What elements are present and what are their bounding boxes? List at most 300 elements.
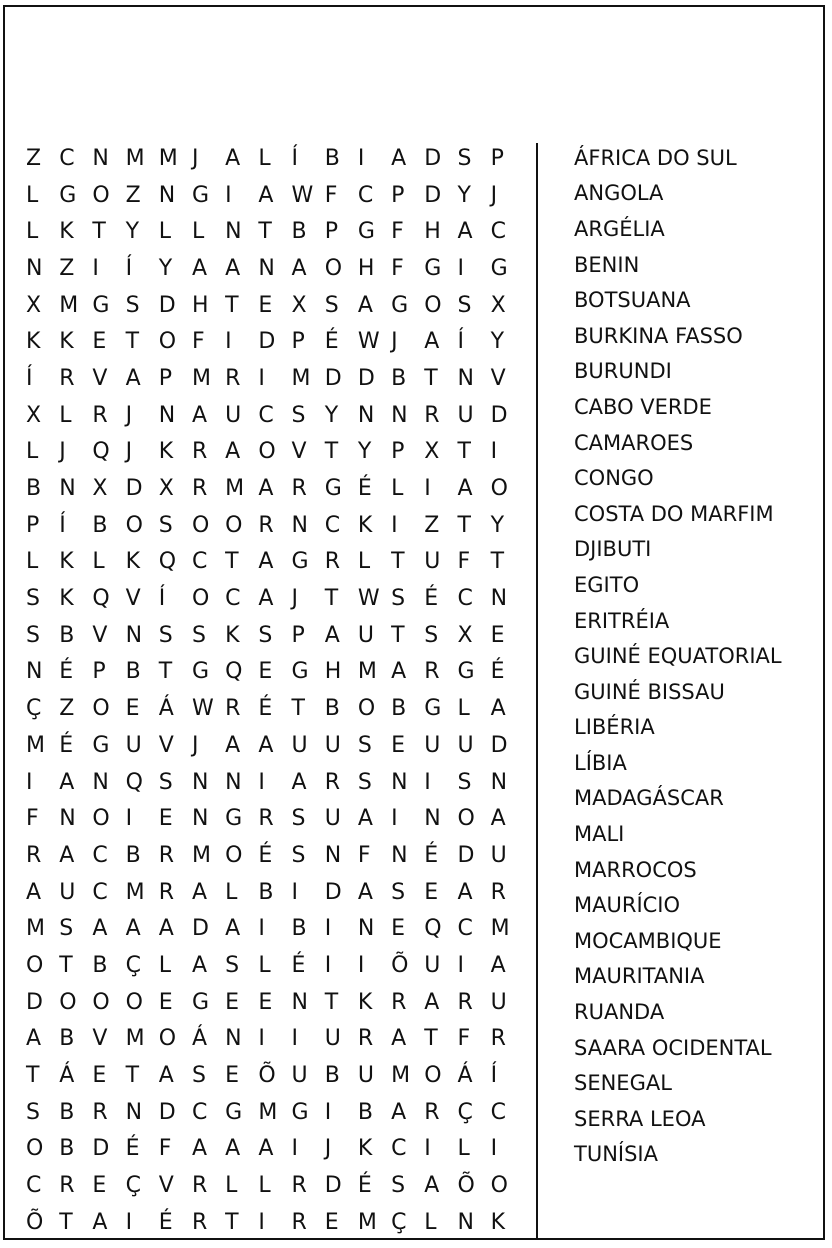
grid-cell[interactable]: I bbox=[225, 182, 232, 208]
grid-cell[interactable]: C bbox=[26, 1173, 42, 1199]
grid-cell[interactable]: M bbox=[59, 292, 79, 318]
grid-cell[interactable]: L bbox=[26, 182, 39, 208]
grid-cell[interactable]: U bbox=[324, 732, 341, 758]
grid-cell[interactable]: G bbox=[391, 292, 409, 318]
grid-cell[interactable]: N bbox=[26, 659, 43, 685]
grid-cell[interactable]: A bbox=[424, 1173, 440, 1199]
grid-cell[interactable]: O bbox=[92, 806, 110, 832]
grid-cell[interactable]: Á bbox=[191, 1026, 207, 1052]
grid-cell[interactable]: W bbox=[191, 696, 214, 722]
grid-cell[interactable]: N bbox=[424, 806, 441, 832]
grid-cell[interactable]: I bbox=[258, 1026, 265, 1052]
grid-cell[interactable]: Á bbox=[59, 1063, 75, 1089]
grid-cell[interactable]: M bbox=[225, 476, 245, 502]
grid-cell[interactable]: I bbox=[291, 1026, 298, 1052]
grid-cell[interactable]: D bbox=[125, 476, 143, 502]
grid-cell[interactable]: I bbox=[225, 329, 232, 355]
grid-cell[interactable]: D bbox=[92, 1136, 110, 1162]
grid-cell[interactable]: B bbox=[26, 476, 42, 502]
grid-cell[interactable]: A bbox=[191, 879, 207, 905]
grid-cell[interactable]: R bbox=[424, 402, 440, 428]
grid-cell[interactable]: N bbox=[490, 769, 508, 795]
grid-cell[interactable]: N bbox=[158, 402, 176, 428]
grid-cell[interactable]: M bbox=[125, 145, 145, 171]
grid-cell[interactable]: S bbox=[59, 916, 74, 942]
grid-cell[interactable]: N bbox=[191, 769, 209, 795]
grid-cell[interactable]: B bbox=[391, 696, 407, 722]
grid-cell[interactable]: Y bbox=[457, 182, 471, 208]
grid-cell[interactable]: F bbox=[357, 842, 371, 868]
grid-cell[interactable]: G bbox=[424, 696, 442, 722]
grid-cell[interactable]: N bbox=[125, 622, 143, 648]
grid-cell[interactable]: T bbox=[59, 952, 73, 978]
grid-cell[interactable]: B bbox=[324, 145, 340, 171]
grid-cell[interactable]: R bbox=[457, 989, 473, 1015]
grid-cell[interactable]: R bbox=[26, 842, 42, 868]
grid-cell[interactable]: T bbox=[92, 219, 106, 245]
grid-cell[interactable]: S bbox=[391, 1173, 406, 1199]
grid-cell[interactable]: T bbox=[225, 292, 239, 318]
grid-cell[interactable]: P bbox=[490, 145, 504, 171]
grid-cell[interactable]: M bbox=[291, 365, 311, 391]
grid-cell[interactable]: S bbox=[125, 292, 140, 318]
grid-cell[interactable]: K bbox=[357, 512, 373, 538]
grid-cell[interactable]: M bbox=[125, 1026, 145, 1052]
grid-cell[interactable]: A bbox=[225, 732, 241, 758]
grid-cell[interactable]: É bbox=[59, 659, 74, 685]
grid-cell[interactable]: U bbox=[291, 732, 308, 758]
grid-cell[interactable]: H bbox=[424, 219, 441, 245]
grid-cell[interactable]: P bbox=[92, 659, 106, 685]
grid-cell[interactable]: S bbox=[324, 292, 339, 318]
grid-cell[interactable]: Í bbox=[490, 1063, 498, 1089]
grid-cell[interactable]: X bbox=[158, 476, 174, 502]
grid-cell[interactable]: É bbox=[490, 659, 505, 685]
grid-cell[interactable]: T bbox=[391, 549, 405, 575]
grid-cell[interactable]: Õ bbox=[457, 1173, 475, 1199]
grid-cell[interactable]: E bbox=[391, 916, 405, 942]
grid-cell[interactable]: U bbox=[490, 989, 507, 1015]
grid-cell[interactable]: N bbox=[225, 769, 242, 795]
grid-cell[interactable]: A bbox=[490, 806, 506, 832]
grid-cell[interactable]: J bbox=[324, 1136, 332, 1162]
grid-cell[interactable]: C bbox=[457, 586, 473, 612]
grid-cell[interactable]: C bbox=[59, 145, 75, 171]
grid-cell[interactable]: L bbox=[258, 145, 271, 171]
grid-cell[interactable]: A bbox=[59, 769, 75, 795]
grid-cell[interactable]: P bbox=[391, 182, 405, 208]
grid-cell[interactable]: T bbox=[26, 1063, 40, 1089]
grid-cell[interactable]: R bbox=[324, 549, 340, 575]
grid-cell[interactable]: S bbox=[158, 512, 173, 538]
grid-cell[interactable]: X bbox=[26, 292, 42, 318]
grid-cell[interactable]: K bbox=[26, 329, 41, 355]
grid-cell[interactable]: M bbox=[357, 659, 377, 685]
grid-cell[interactable]: W bbox=[291, 182, 314, 208]
grid-cell[interactable]: R bbox=[258, 806, 274, 832]
grid-cell[interactable]: Y bbox=[125, 219, 140, 245]
grid-cell[interactable]: L bbox=[92, 549, 105, 575]
grid-cell[interactable]: B bbox=[125, 659, 141, 685]
grid-cell[interactable]: G bbox=[92, 732, 110, 758]
grid-cell[interactable]: E bbox=[158, 989, 173, 1015]
grid-cell[interactable]: Í bbox=[125, 255, 133, 281]
grid-cell[interactable]: K bbox=[59, 549, 74, 575]
grid-cell[interactable]: F bbox=[457, 1026, 471, 1052]
grid-cell[interactable]: U bbox=[424, 732, 441, 758]
grid-cell[interactable]: O bbox=[191, 586, 210, 612]
grid-cell[interactable]: K bbox=[59, 586, 74, 612]
grid-cell[interactable]: S bbox=[26, 622, 40, 648]
grid-cell[interactable]: C bbox=[391, 1136, 407, 1162]
grid-cell[interactable]: R bbox=[191, 1209, 208, 1235]
grid-cell[interactable]: O bbox=[424, 292, 442, 318]
grid-cell[interactable]: O bbox=[92, 182, 110, 208]
grid-cell[interactable]: G bbox=[225, 1099, 243, 1125]
grid-cell[interactable]: K bbox=[59, 329, 74, 355]
grid-cell[interactable]: I bbox=[357, 952, 365, 978]
grid-cell[interactable]: M bbox=[490, 916, 510, 942]
grid-cell[interactable]: P bbox=[324, 219, 338, 245]
grid-cell[interactable]: F bbox=[391, 219, 404, 245]
grid-cell[interactable]: Á bbox=[158, 696, 174, 722]
grid-cell[interactable]: Y bbox=[324, 402, 339, 428]
grid-cell[interactable]: O bbox=[59, 989, 77, 1015]
grid-cell[interactable]: A bbox=[225, 916, 241, 942]
grid-cell[interactable]: A bbox=[391, 659, 407, 685]
grid-cell[interactable]: I bbox=[324, 1099, 332, 1125]
grid-cell[interactable]: R bbox=[324, 769, 340, 795]
grid-cell[interactable]: G bbox=[191, 659, 209, 685]
grid-cell[interactable]: I bbox=[291, 1136, 298, 1162]
grid-cell[interactable]: C bbox=[191, 549, 208, 575]
grid-cell[interactable]: V bbox=[92, 622, 108, 648]
grid-cell[interactable]: B bbox=[59, 1136, 75, 1162]
grid-cell[interactable]: I bbox=[357, 145, 365, 171]
grid-cell[interactable]: U bbox=[490, 842, 507, 868]
grid-cell[interactable]: O bbox=[490, 1173, 508, 1199]
grid-cell[interactable]: Y bbox=[490, 329, 505, 355]
grid-cell[interactable]: R bbox=[291, 1173, 307, 1199]
grid-cell[interactable]: L bbox=[258, 1173, 271, 1199]
grid-cell[interactable]: C bbox=[457, 916, 473, 942]
grid-cell[interactable]: C bbox=[225, 586, 241, 612]
grid-cell[interactable]: A bbox=[191, 255, 207, 281]
grid-cell[interactable]: D bbox=[424, 182, 442, 208]
grid-cell[interactable]: N bbox=[391, 842, 408, 868]
grid-cell[interactable]: D bbox=[324, 365, 342, 391]
grid-cell[interactable]: J bbox=[490, 182, 498, 208]
grid-cell[interactable]: J bbox=[391, 329, 398, 355]
grid-cell[interactable]: F bbox=[457, 549, 471, 575]
grid-cell[interactable]: H bbox=[324, 659, 342, 685]
grid-cell[interactable]: É bbox=[357, 476, 372, 502]
grid-cell[interactable]: E bbox=[424, 879, 439, 905]
grid-cell[interactable]: R bbox=[424, 659, 440, 685]
grid-cell[interactable]: I bbox=[125, 806, 133, 832]
grid-cell[interactable]: A bbox=[258, 549, 274, 575]
grid-cell[interactable]: A bbox=[291, 769, 307, 795]
grid-cell[interactable]: A bbox=[125, 365, 141, 391]
grid-cell[interactable]: S bbox=[457, 292, 472, 318]
grid-cell[interactable]: J bbox=[59, 439, 66, 465]
grid-cell[interactable]: É bbox=[291, 952, 306, 978]
grid-cell[interactable]: K bbox=[357, 989, 373, 1015]
grid-cell[interactable]: R bbox=[191, 476, 208, 502]
grid-cell[interactable]: E bbox=[158, 806, 173, 832]
grid-cell[interactable]: E bbox=[324, 1209, 339, 1235]
grid-cell[interactable]: U bbox=[59, 879, 76, 905]
grid-cell[interactable]: X bbox=[92, 476, 108, 502]
grid-cell[interactable]: I bbox=[125, 1209, 133, 1235]
grid-cell[interactable]: Í bbox=[59, 512, 66, 538]
grid-cell[interactable]: T bbox=[424, 1026, 438, 1052]
grid-cell[interactable]: I bbox=[424, 476, 431, 502]
grid-cell[interactable]: T bbox=[324, 586, 339, 612]
grid-cell[interactable]: B bbox=[59, 1026, 75, 1052]
grid-cell[interactable]: R bbox=[92, 1099, 108, 1125]
grid-cell[interactable]: J bbox=[191, 145, 199, 171]
grid-cell[interactable]: Ç bbox=[125, 952, 141, 978]
grid-cell[interactable]: L bbox=[225, 1173, 238, 1199]
grid-cell[interactable]: I bbox=[26, 769, 33, 795]
grid-cell[interactable]: O bbox=[26, 1136, 44, 1162]
grid-cell[interactable]: C bbox=[357, 182, 374, 208]
grid-cell[interactable]: R bbox=[191, 439, 208, 465]
grid-cell[interactable]: E bbox=[225, 989, 240, 1015]
grid-cell[interactable]: J bbox=[125, 402, 133, 428]
grid-cell[interactable]: Á bbox=[457, 1063, 473, 1089]
grid-cell[interactable]: A bbox=[490, 952, 506, 978]
grid-cell[interactable]: S bbox=[424, 622, 439, 648]
grid-cell[interactable]: R bbox=[490, 1026, 506, 1052]
grid-cell[interactable]: L bbox=[225, 879, 238, 905]
grid-cell[interactable]: I bbox=[291, 879, 298, 905]
grid-cell[interactable]: W bbox=[357, 329, 380, 355]
grid-cell[interactable]: O bbox=[324, 255, 343, 281]
grid-cell[interactable]: R bbox=[59, 1173, 75, 1199]
grid-cell[interactable]: N bbox=[59, 476, 76, 502]
grid-cell[interactable]: F bbox=[158, 1136, 172, 1162]
grid-cell[interactable]: O bbox=[191, 512, 210, 538]
grid-cell[interactable]: A bbox=[26, 1026, 42, 1052]
grid-cell[interactable]: A bbox=[258, 586, 274, 612]
grid-cell[interactable]: P bbox=[26, 512, 40, 538]
grid-cell[interactable]: W bbox=[357, 586, 380, 612]
grid-cell[interactable]: É bbox=[424, 842, 439, 868]
grid-cell[interactable]: S bbox=[258, 622, 273, 648]
grid-cell[interactable]: S bbox=[291, 842, 306, 868]
grid-cell[interactable]: C bbox=[490, 1099, 506, 1125]
grid-cell[interactable]: L bbox=[357, 549, 371, 575]
grid-cell[interactable]: Í bbox=[291, 145, 298, 171]
grid-cell[interactable]: C bbox=[490, 219, 506, 245]
grid-cell[interactable]: A bbox=[225, 1136, 241, 1162]
grid-cell[interactable]: É bbox=[59, 732, 74, 758]
grid-cell[interactable]: L bbox=[26, 219, 39, 245]
grid-cell[interactable]: U bbox=[357, 1063, 374, 1089]
grid-cell[interactable]: N bbox=[291, 989, 308, 1015]
grid-cell[interactable]: D bbox=[158, 1099, 176, 1125]
grid-cell[interactable]: B bbox=[92, 952, 108, 978]
grid-cell[interactable]: U bbox=[457, 402, 474, 428]
grid-cell[interactable]: N bbox=[391, 769, 408, 795]
grid-cell[interactable]: S bbox=[357, 769, 372, 795]
grid-cell[interactable]: D bbox=[490, 402, 508, 428]
grid-cell[interactable]: X bbox=[291, 292, 307, 318]
grid-cell[interactable]: E bbox=[490, 622, 505, 648]
grid-cell[interactable]: A bbox=[92, 1209, 108, 1235]
grid-cell[interactable]: N bbox=[357, 402, 375, 428]
grid-cell[interactable]: B bbox=[357, 1099, 373, 1125]
grid-cell[interactable]: E bbox=[92, 1063, 107, 1089]
grid-cell[interactable]: C bbox=[191, 1099, 208, 1125]
grid-cell[interactable]: B bbox=[291, 916, 307, 942]
grid-cell[interactable]: Z bbox=[125, 182, 141, 208]
grid-cell[interactable]: C bbox=[92, 842, 108, 868]
grid-cell[interactable]: F bbox=[191, 329, 205, 355]
grid-cell[interactable]: O bbox=[490, 476, 508, 502]
grid-cell[interactable]: N bbox=[26, 255, 43, 281]
grid-cell[interactable]: T bbox=[324, 439, 339, 465]
grid-cell[interactable]: G bbox=[191, 182, 209, 208]
grid-cell[interactable]: A bbox=[191, 1136, 207, 1162]
grid-cell[interactable]: T bbox=[457, 439, 471, 465]
grid-cell[interactable]: L bbox=[457, 1136, 470, 1162]
grid-cell[interactable]: N bbox=[59, 806, 76, 832]
grid-cell[interactable]: U bbox=[291, 1063, 308, 1089]
grid-cell[interactable]: A bbox=[258, 476, 274, 502]
grid-cell[interactable]: R bbox=[158, 879, 175, 905]
grid-cell[interactable]: U bbox=[457, 732, 474, 758]
grid-cell[interactable]: P bbox=[291, 622, 305, 648]
grid-cell[interactable]: R bbox=[225, 696, 241, 722]
grid-cell[interactable]: J bbox=[291, 586, 298, 612]
grid-cell[interactable]: T bbox=[424, 365, 438, 391]
grid-cell[interactable]: M bbox=[357, 1209, 377, 1235]
grid-cell[interactable]: A bbox=[191, 952, 207, 978]
grid-cell[interactable]: A bbox=[324, 622, 340, 648]
grid-cell[interactable]: A bbox=[158, 1063, 174, 1089]
grid-cell[interactable]: V bbox=[158, 1173, 174, 1199]
grid-cell[interactable]: S bbox=[457, 145, 472, 171]
grid-cell[interactable]: R bbox=[191, 1173, 208, 1199]
grid-cell[interactable]: A bbox=[457, 219, 473, 245]
grid-cell[interactable]: F bbox=[324, 182, 338, 208]
grid-cell[interactable]: B bbox=[291, 219, 307, 245]
grid-cell[interactable]: A bbox=[258, 1136, 274, 1162]
grid-cell[interactable]: A bbox=[357, 879, 373, 905]
grid-cell[interactable]: P bbox=[391, 439, 405, 465]
grid-cell[interactable]: U bbox=[424, 952, 441, 978]
grid-cell[interactable]: A bbox=[92, 916, 108, 942]
grid-cell[interactable]: U bbox=[225, 402, 242, 428]
grid-cell[interactable]: N bbox=[158, 182, 176, 208]
grid-cell[interactable]: A bbox=[59, 842, 75, 868]
grid-cell[interactable]: Ç bbox=[457, 1099, 473, 1125]
grid-cell[interactable]: R bbox=[357, 1026, 374, 1052]
grid-cell[interactable]: S bbox=[158, 769, 173, 795]
grid-cell[interactable]: Z bbox=[59, 255, 75, 281]
grid-cell[interactable]: K bbox=[125, 549, 140, 575]
grid-cell[interactable]: U bbox=[357, 622, 374, 648]
grid-cell[interactable]: A bbox=[391, 1099, 407, 1125]
grid-cell[interactable]: G bbox=[225, 806, 243, 832]
grid-cell[interactable]: N bbox=[258, 255, 275, 281]
grid-cell[interactable]: R bbox=[490, 879, 506, 905]
grid-cell[interactable]: O bbox=[158, 329, 177, 355]
grid-cell[interactable]: S bbox=[391, 586, 406, 612]
grid-cell[interactable]: L bbox=[59, 402, 72, 428]
grid-cell[interactable]: E bbox=[391, 732, 405, 758]
grid-cell[interactable]: T bbox=[258, 219, 272, 245]
grid-cell[interactable]: D bbox=[258, 329, 276, 355]
grid-cell[interactable]: U bbox=[324, 1026, 341, 1052]
grid-cell[interactable]: M bbox=[125, 879, 145, 905]
grid-cell[interactable]: A bbox=[357, 292, 373, 318]
grid-cell[interactable]: N bbox=[291, 512, 308, 538]
grid-cell[interactable]: V bbox=[92, 1026, 108, 1052]
grid-cell[interactable]: P bbox=[158, 365, 173, 391]
grid-cell[interactable]: G bbox=[291, 659, 309, 685]
grid-cell[interactable]: A bbox=[258, 732, 274, 758]
grid-cell[interactable]: C bbox=[324, 512, 341, 538]
grid-cell[interactable]: O bbox=[258, 439, 276, 465]
grid-cell[interactable]: N bbox=[490, 586, 508, 612]
grid-cell[interactable]: N bbox=[457, 365, 474, 391]
grid-cell[interactable]: L bbox=[457, 696, 470, 722]
grid-cell[interactable]: E bbox=[92, 1173, 107, 1199]
grid-cell[interactable]: E bbox=[258, 659, 273, 685]
grid-cell[interactable]: S bbox=[357, 732, 372, 758]
grid-cell[interactable]: G bbox=[424, 255, 442, 281]
grid-cell[interactable]: É bbox=[324, 329, 339, 355]
grid-cell[interactable]: N bbox=[324, 842, 342, 868]
grid-cell[interactable]: Õ bbox=[391, 952, 409, 978]
grid-cell[interactable]: I bbox=[424, 769, 431, 795]
grid-cell[interactable]: T bbox=[125, 329, 140, 355]
grid-cell[interactable]: L bbox=[191, 219, 205, 245]
grid-cell[interactable]: M bbox=[191, 842, 211, 868]
grid-cell[interactable]: E bbox=[92, 329, 107, 355]
grid-cell[interactable]: I bbox=[258, 365, 265, 391]
grid-cell[interactable]: U bbox=[424, 549, 441, 575]
grid-cell[interactable]: V bbox=[291, 439, 307, 465]
grid-cell[interactable]: A bbox=[125, 916, 141, 942]
grid-cell[interactable]: D bbox=[490, 732, 508, 758]
grid-cell[interactable]: Z bbox=[26, 145, 42, 171]
grid-cell[interactable]: Z bbox=[59, 696, 75, 722]
grid-cell[interactable]: O bbox=[357, 696, 376, 722]
grid-cell[interactable]: I bbox=[324, 952, 332, 978]
grid-cell[interactable]: A bbox=[225, 439, 241, 465]
grid-cell[interactable]: M bbox=[158, 145, 178, 171]
grid-cell[interactable]: R bbox=[424, 1099, 440, 1125]
grid-cell[interactable]: A bbox=[258, 182, 274, 208]
grid-cell[interactable]: R bbox=[225, 365, 241, 391]
grid-cell[interactable]: B bbox=[324, 1063, 340, 1089]
grid-cell[interactable]: G bbox=[92, 292, 110, 318]
grid-cell[interactable]: B bbox=[391, 365, 407, 391]
grid-cell[interactable]: M bbox=[26, 732, 45, 758]
grid-cell[interactable]: A bbox=[191, 402, 207, 428]
grid-cell[interactable]: K bbox=[490, 1209, 506, 1235]
grid-cell[interactable]: R bbox=[291, 1209, 307, 1235]
grid-cell[interactable]: O bbox=[158, 1026, 177, 1052]
grid-cell[interactable]: I bbox=[258, 1209, 265, 1235]
grid-cell[interactable]: G bbox=[457, 659, 475, 685]
grid-cell[interactable]: X bbox=[490, 292, 506, 318]
